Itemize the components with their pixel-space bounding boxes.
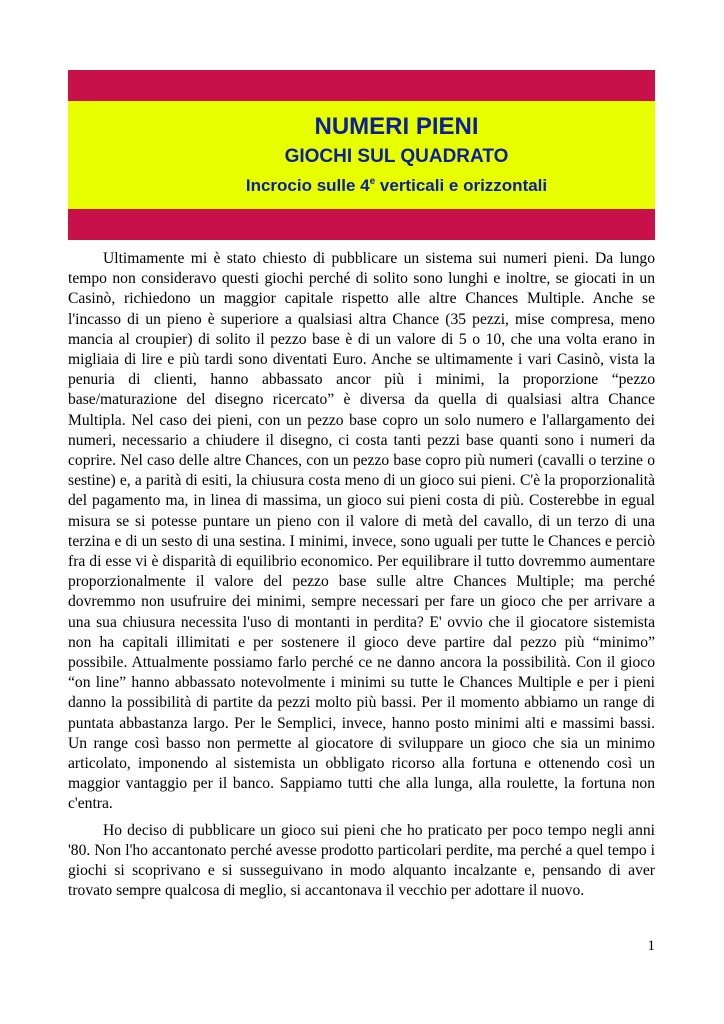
- banner-top-stripe: [68, 70, 655, 101]
- tagline-text-end: verticali e orizzontali: [375, 176, 548, 195]
- paragraph-1: Ultimamente mi è stato chiesto di pubblicare un sistema sui numeri pieni. Da lungo tempo non consideravo questi giochi perché di solito sono lunghi e inoltre, se giocati in un Casinò, richiedono un maggior capitale rispetto alle altre Chances Multiple. Anche se l'incasso di un pieno è superiore a qualsiasi altra Chance (35 pezzi, mise compresa, meno mancia al croupier) di solito il pezzo base è di un valore di 5 o 10, che una volta erano in migliaia di lire e più tardi sono diventati Euro. Anche se ultimamente i vari Casinò, vista la penuria di clienti, hanno abbassato ancor più i minimi, la proporzione “pezzo base/maturazione del disegno ricercato” è diversa da quella di qualsiasi altra Chance Multipla. Nel caso dei pieni, con un pezzo base copro un solo numero e l'allargamento dei numeri, necessario a chiudere il disegno, ci costa tanti pezzi base quanti sono i numeri da coprire. Nel caso delle altre Chances, con un pezzo base copro più numeri (cavalli o terzine o sestine) e, a parità di esiti, la chiusura costa meno di un gioco sui pieni. C'è la proporzionalità del pagamento ma, in linea di massima, un gioco sui pieni costa di più. Costerebbe in egual misura se si potesse puntare un pieno con il valore di metà del cavallo, di un terzo di una terzina e di un sesto di una sestina. I minimi, invece, sono uguali per tutte le Chances e perciò fra di esse vi è disparità di equilibrio economico. Per equilibrare il tutto dovremmo aumentare proporzionalmente il valore del pezzo base sulle altre Chances Multiple; ma perché dovremmo non usufruire dei minimi, sempre necessari per fare un gioco che per arrivare a una sua chiusura necessita l'uso di montanti in perdita? E' ovvio che il giocatore sistemista non ha capitali illimitati e per sostenere il gioco deve partire dal pezzo più “minimo” possibile. Attualmente possiamo farlo perché ce ne danno ancora la possibilità. Con il gioco “on line” hanno abbassato notevolmente i minimi su tutte le Chances Multiple e per i pieni danno la possibilità di partite da pezzi molto più bassi. Per il momento abbiamo un range di puntata abbastanza largo. Per le Semplici, invece, hanno posto minimi alti e massimi bassi. Un range così basso non permette al giocatore di sviluppare un gioco che sia un minimo articolato, imponendo al sistemista un obbligato ricorso alla fortuna e ottenendo così un maggior vantaggio per il banco. Sappiamo tutti che alla lunga, alla roulette, la fortuna non c'entra.: [68, 250, 655, 813]
- paragraph-2: Ho deciso di pubblicare un gioco sui pieni che ho praticato per poco tempo negli anni '80. Non l'ho accantonato perché avesse prodotto particolari perdite, ma perché a quel tempo i giochi si scoprivano e si susseguivano in modo alquanto incalzante e, pensando di aver trovato sempre qualcosa di meglio, si accantonava il vecchio per adottare il nuovo.: [68, 821, 655, 900]
- title-block: [68, 113, 655, 197]
- title-banner: [68, 70, 655, 240]
- banner-bottom-stripe: [68, 209, 655, 240]
- document-subtitle: GIOCHI SUL QUADRATO: [284, 146, 509, 167]
- document-title: NUMERI PIENI: [314, 113, 479, 140]
- tagline-superscript: e: [369, 176, 376, 187]
- document-tagline: [68, 175, 655, 197]
- tagline-text-start: Incrocio sulle 4: [245, 176, 370, 195]
- page-number: 1: [647, 938, 655, 954]
- body-text: [68, 249, 655, 902]
